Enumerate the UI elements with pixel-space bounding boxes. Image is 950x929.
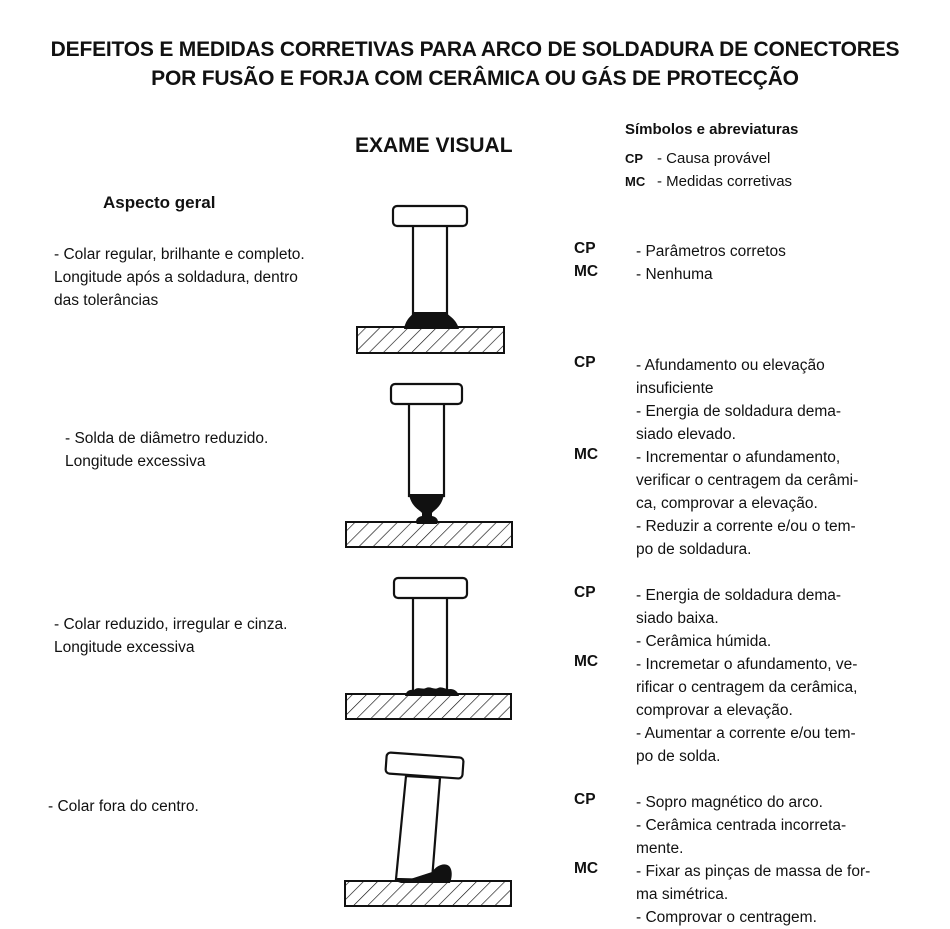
stud-head-3 bbox=[394, 578, 467, 598]
defect-3-mc-line: po de solda. bbox=[636, 748, 721, 765]
defect-2-mc-label: MC bbox=[574, 446, 599, 463]
stud-figure-4 bbox=[345, 752, 511, 906]
defect-3-desc-line: - Colar reduzido, irregular e cinza. bbox=[54, 616, 288, 633]
defect-4-mc-line: - Comprovar o centragem. bbox=[636, 909, 817, 926]
defect-2-mc-line: - Reduzir a corrente e/ou o tem- bbox=[636, 518, 856, 535]
defect-2-mc-line: ca, comprovar a elevação. bbox=[636, 495, 818, 512]
defect-2-cp-line: insuficiente bbox=[636, 380, 714, 397]
symbol-mc-desc: - Medidas corretivas bbox=[657, 173, 793, 190]
defect-1-cp-label: CP bbox=[574, 240, 596, 257]
defect-4-cp-label: CP bbox=[574, 791, 596, 808]
defect-2-cp-line: - Energia de soldadura dema- bbox=[636, 403, 842, 420]
page-title-line-2: POR FUSÃO E FORJA COM CERÂMICA OU GÁS DE PROTECÇÃO bbox=[151, 67, 799, 90]
symbol-mc-code: MC bbox=[625, 174, 646, 189]
defect-3-mc-label: MC bbox=[574, 653, 599, 670]
defect-1-mc-label: MC bbox=[574, 263, 599, 280]
stud-figure-3 bbox=[346, 578, 511, 719]
defect-2-cp-line: siado elevado. bbox=[636, 426, 736, 443]
defect-1-desc-line: - Colar regular, brilhante e completo. bbox=[54, 246, 305, 263]
defect-2-cp-line: - Afundamento ou elevação bbox=[636, 357, 825, 374]
stud-figure-1 bbox=[357, 206, 504, 353]
weld-neck-2 bbox=[409, 494, 444, 524]
defect-2-cp-label: CP bbox=[574, 354, 596, 371]
defect-3-mc-line: rificar o centragem da cerâmica, bbox=[636, 679, 858, 696]
base-plate-1 bbox=[357, 327, 504, 353]
defect-3-cp-line: - Cerâmica húmida. bbox=[636, 633, 772, 650]
defect-2-mc-line: verificar o centragem da cerâmi- bbox=[636, 472, 859, 489]
defect-3-cp-line: siado baixa. bbox=[636, 610, 719, 627]
stud-shank-4 bbox=[396, 776, 440, 880]
defect-3-desc-line: Longitude excessiva bbox=[54, 639, 195, 656]
defect-2-desc-line: Longitude excessiva bbox=[65, 453, 206, 470]
defect-3-cp-label: CP bbox=[574, 584, 596, 601]
defect-4-mc-line: - Fixar as pinças de massa de for- bbox=[636, 863, 871, 880]
symbols-heading: Símbolos e abreviaturas bbox=[625, 121, 799, 138]
page-title-line-1: DEFEITOS E MEDIDAS CORRETIVAS PARA ARCO DE SOLDADURA DE CONECTORES bbox=[50, 38, 900, 61]
base-plate-4 bbox=[345, 881, 511, 906]
defect-2-mc-line: po de soldadura. bbox=[636, 541, 752, 558]
stud-head-1 bbox=[393, 206, 467, 226]
defect-3-cp-line: - Energia de soldadura dema- bbox=[636, 587, 842, 604]
stud-head-2 bbox=[391, 384, 462, 404]
weld-collar-1 bbox=[404, 312, 459, 329]
stud-head-4 bbox=[385, 752, 463, 778]
symbol-cp-code: CP bbox=[625, 151, 644, 166]
stud-shank-3 bbox=[413, 596, 447, 692]
defect-3-mc-line: - Aumentar a corrente e/ou tem- bbox=[636, 725, 856, 742]
defect-4-mc-line: ma simétrica. bbox=[636, 886, 729, 903]
defect-1-desc-line: das tolerâncias bbox=[54, 292, 159, 309]
defect-4-cp-line: - Sopro magnético do arco. bbox=[636, 794, 823, 811]
defect-2-mc-line: - Incrementar o afundamento, bbox=[636, 449, 841, 466]
defect-4-mc-label: MC bbox=[574, 860, 599, 877]
aspect-heading: Aspecto geral bbox=[103, 193, 216, 212]
defect-3-mc-line: comprovar a elevação. bbox=[636, 702, 793, 719]
stud-shank-2 bbox=[409, 402, 444, 496]
defect-3-mc-line: - Incremetar o afundamento, ve- bbox=[636, 656, 858, 673]
base-plate-2 bbox=[346, 522, 512, 547]
defect-4-cp-line: mente. bbox=[636, 840, 684, 857]
stud-figure-2 bbox=[346, 384, 512, 547]
stud-shank-1 bbox=[413, 224, 447, 324]
defect-1-mc-line: - Nenhuma bbox=[636, 266, 713, 283]
exam-visual-heading: EXAME VISUAL bbox=[355, 134, 513, 157]
defect-1-desc-line: Longitude após a soldadura, dentro bbox=[54, 269, 298, 286]
defect-2-desc-line: - Solda de diâmetro reduzido. bbox=[65, 430, 269, 447]
defect-4-desc-line: - Colar fora do centro. bbox=[48, 798, 199, 815]
symbol-cp-desc: - Causa provável bbox=[657, 150, 771, 167]
defect-4-cp-line: - Cerâmica centrada incorreta- bbox=[636, 817, 847, 834]
base-plate-3 bbox=[346, 694, 511, 719]
defect-1-cp-line: - Parâmetros corretos bbox=[636, 243, 786, 260]
